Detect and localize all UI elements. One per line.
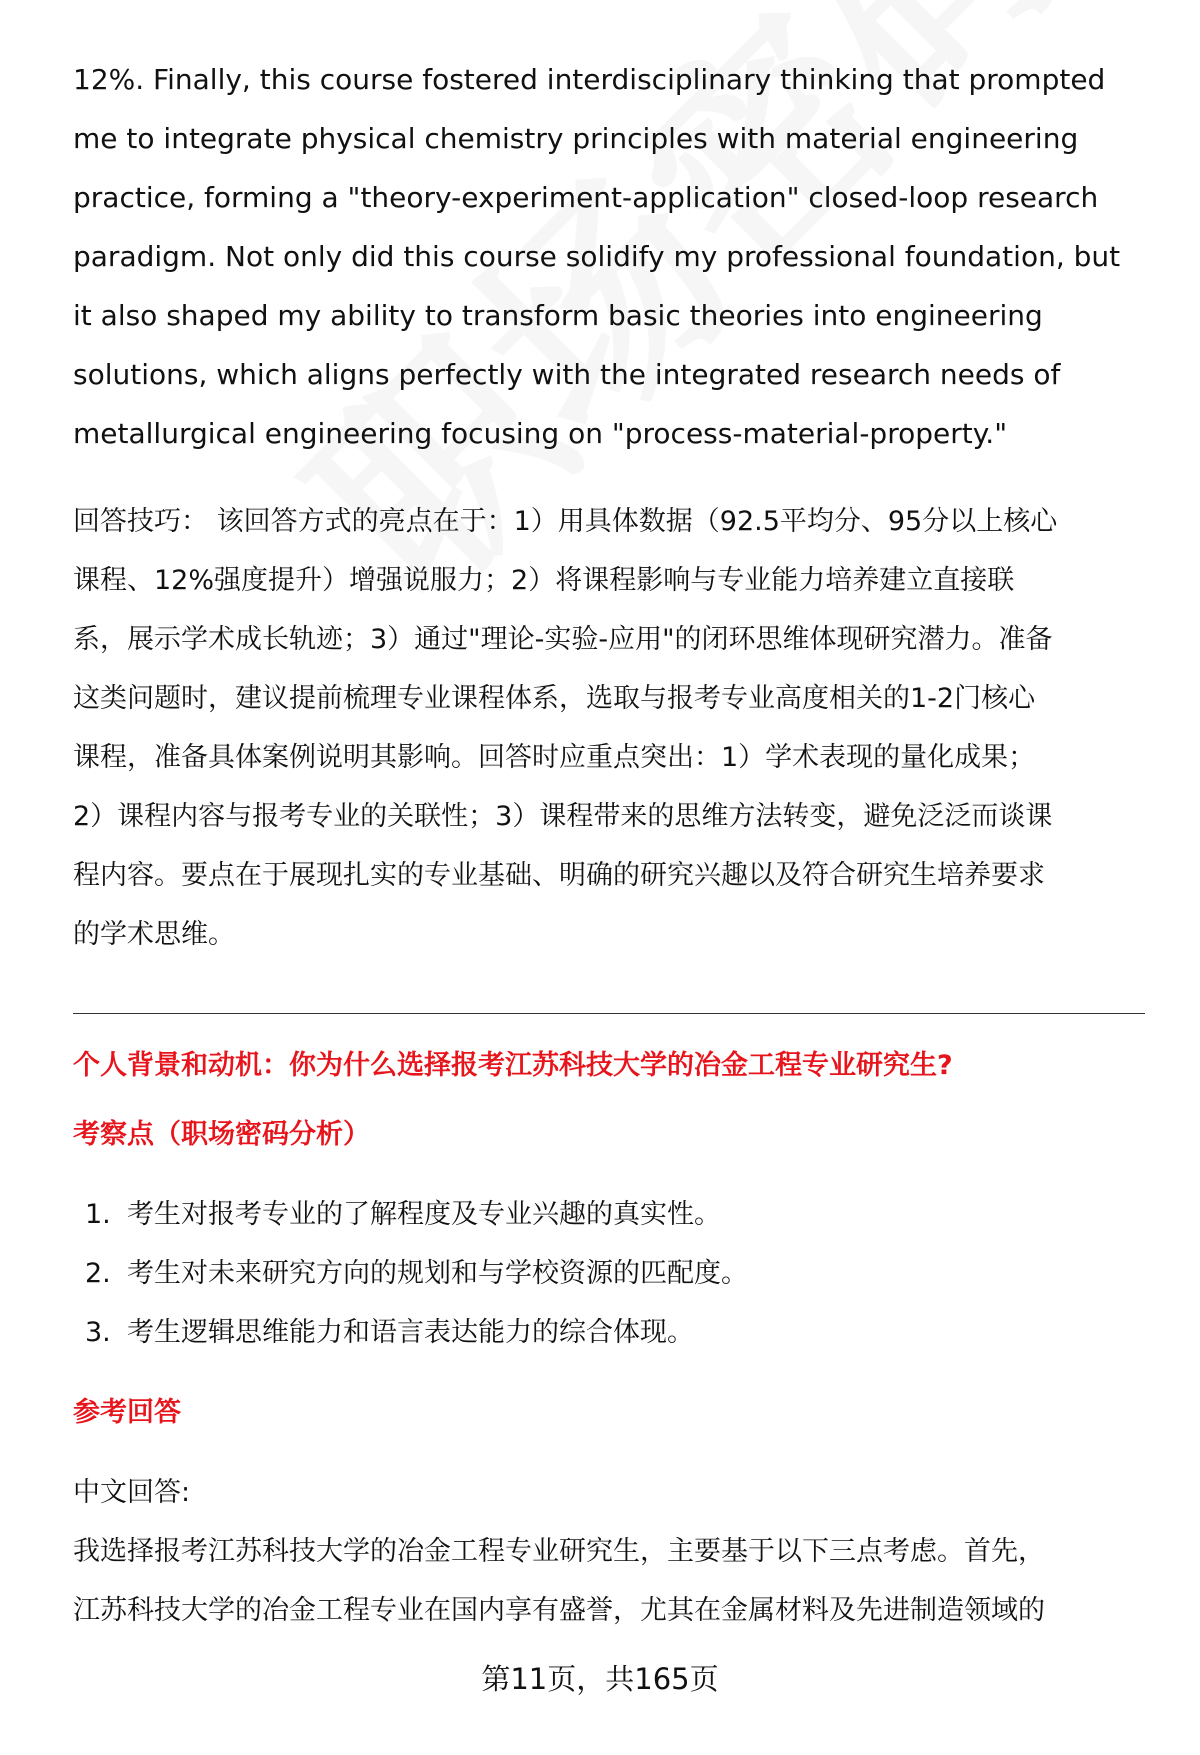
list-number: 1. [85, 1199, 111, 1230]
text-line: 的学术思维。 [73, 919, 235, 950]
examination-heading: 考察点（职场密码分析） [73, 1119, 370, 1150]
text-line: 12%. Finally, this course fostered interdisciplinary thinking that prompted [73, 63, 1106, 96]
text-line: 课程、12%强度提升）增强说服力；2）将课程影响与专业能力培养建立直接联 [73, 565, 1015, 596]
text-line: 江苏科技大学的冶金工程专业在国内享有盛誉，尤其在金属材料及先进制造领域的 [73, 1595, 1045, 1626]
question-title: 个人背景和动机：你为什么选择报考江苏科技大学的冶金工程专业研究生? [73, 1050, 953, 1081]
text-line: 程内容。要点在于展现扎实的专业基础、明确的研究兴趣以及符合研究生培养要求 [73, 860, 1045, 891]
text-line: practice, forming a "theory-experiment-application" closed-loop research [73, 181, 1099, 214]
text-line: it also shaped my ability to transform basic theories into engineering [73, 299, 1043, 332]
chinese-answer [73, 1463, 1153, 1640]
answer-label: 中文回答: [73, 1477, 191, 1508]
reference-heading: 参考回答 [73, 1397, 181, 1428]
english-answer-paragraph [73, 50, 1153, 463]
list-text: 考生逻辑思维能力和语言表达能力的综合体现。 [127, 1317, 694, 1348]
list-item [73, 1244, 1153, 1303]
text-line: paradigm. Not only did this course solidify my professional foundation, but [73, 240, 1121, 273]
text-line: 课程，准备具体案例说明其影响。回答时应重点突出：1）学术表现的量化成果； [73, 742, 1036, 773]
list-number: 3. [85, 1317, 111, 1348]
text-line: me to integrate physical chemistry principles with material engineering [73, 122, 1079, 155]
examination-points-list [73, 1185, 1153, 1362]
list-text: 考生对报考专业的了解程度及专业兴趣的真实性。 [127, 1199, 721, 1230]
text-line: solutions, which aligns perfectly with the integrated research needs of [73, 358, 1061, 391]
list-item [73, 1185, 1153, 1244]
list-text: 考生对未来研究方向的规划和与学校资源的匹配度。 [127, 1258, 748, 1289]
list-item [73, 1303, 1153, 1362]
list-number: 2. [85, 1258, 111, 1289]
section-divider [73, 1013, 1145, 1014]
page-number: 第11页，共165页 [481, 1662, 719, 1696]
text-line: 2）课程内容与报考专业的关联性；3）课程带来的思维方法转变，避免泛泛而谈课 [73, 801, 1053, 832]
text-line: 我选择报考江苏科技大学的冶金工程专业研究生，主要基于以下三点考虑。首先， [73, 1536, 1045, 1567]
text-line: 这类问题时，建议提前梳理专业课程体系，选取与报考专业高度相关的1-2门核心 [73, 683, 1036, 714]
text-line: 回答技巧： 该回答方式的亮点在于：1）用具体数据（92.5平均分、95分以上核心 [73, 506, 1058, 537]
answer-tips-paragraph [73, 492, 1153, 964]
text-line: metallurgical engineering focusing on "process-material-property." [73, 417, 1008, 450]
text-line: 系，展示学术成长轨迹；3）通过"理论-实验-应用"的闭环思维体现研究潜力。准备 [73, 624, 1053, 655]
